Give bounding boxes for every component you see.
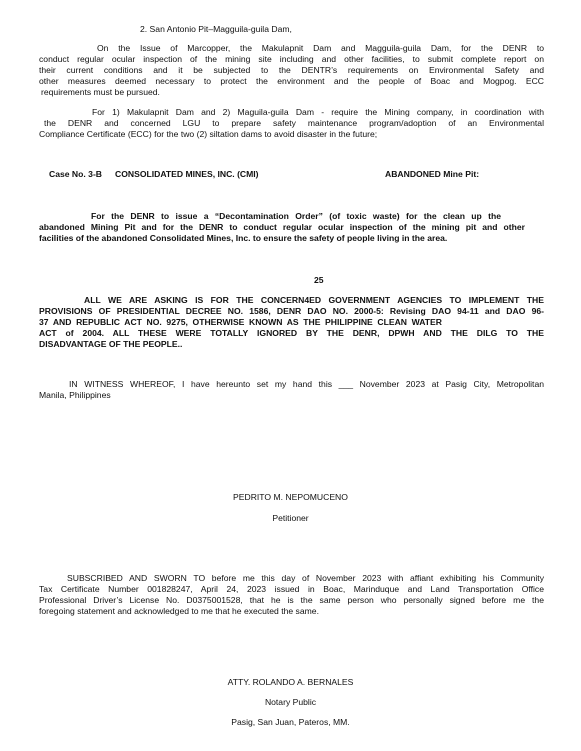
paragraph-line: PROVISIONS OF PRESIDENTIAL DECREE NO. 1586, DENR DAO NO. 2000-5: Revising DAO 94-11 and DAO 96- — [39, 306, 544, 316]
paragraph-line: Professional Driver’s License No. D0375001528, that he is the same person who personally signed before me the — [39, 595, 544, 605]
paragraph-line: conduct regular ocular inspection of the mining site including and other facilities, to submit complete report on — [39, 54, 544, 64]
paragraph-line: 37 AND REPUBLIC ACT NO. 9275, OTHERWISE KNOWN AS THE PHILIPPINE CLEAN WATER — [39, 317, 442, 327]
paragraph-line: requirements must be pursued. — [41, 87, 160, 97]
item-2-heading: 2. San Antonio Pit–Magguila-guila Dam, — [140, 24, 292, 34]
paragraph-line: foregoing statement and acknowledged to me that he executed the same. — [39, 606, 319, 616]
paragraph-line: the DENR and concerned LGU to prepare safety maintenance program/adoption of an Environmental — [44, 118, 544, 128]
case-number: Case No. 3-B — [49, 169, 103, 179]
notary-name: ATTY. ROLANDO A. BERNALES — [227, 677, 354, 687]
paragraph-line: DISADVANTAGE OF THE PEOPLE.. — [39, 339, 183, 349]
paragraph-line: ALL WE ARE ASKING IS FOR THE CONCERN4ED GOVERNMENT AGENCIES TO IMPLEMENT THE — [84, 295, 544, 305]
paragraph-line: abandoned Mining Pit and for the DENR to conduct regular ocular inspection of the mining pit and other — [39, 222, 525, 232]
paragraph-line: facilities of the abandoned Consolidated Mines, Inc. to ensure the safety of people living in the area. — [39, 233, 448, 243]
paragraph-line: Compliance Certificate (ECC) for the two (2) siltation dams to avoid disaster in the future; — [39, 129, 378, 139]
paragraph-line: ACT of 2004. ALL THESE WERE TOTALLY IGNORED BY THE DENR, DPWH AND THE DILG TO THE — [39, 328, 544, 338]
paragraph-line: their current conditions and it be subjected to the DENTR’s requirements on Environmental Safety and — [39, 65, 544, 75]
petitioner-name: PEDRITO M. NEPOMUCENO — [233, 492, 348, 502]
paragraph-line: SUBSCRIBED AND SWORN TO before me this day of November 2023 with affiant exhibiting his Community — [67, 573, 544, 583]
paragraph-line: other measures deemed necessary to protect the environment and the people of Boac and Mogpog. ECC — [39, 76, 544, 86]
notary-title: Notary Public — [264, 697, 317, 707]
case-company: CONSOLIDATED MINES, INC. (CMI) — [115, 169, 259, 179]
paragraph-line: Manila, Philippines — [39, 390, 111, 400]
case-status: ABANDONED Mine Pit: — [385, 169, 480, 179]
notary-address: Pasig, San Juan, Pateros, MM. — [231, 717, 350, 727]
paragraph-line: On the Issue of Marcopper, the Makulapnit Dam and Magguila-guila Dam, for the DENR to — [97, 43, 544, 53]
paragraph-line: Tax Certificate Number 001828247, April 24, 2023 issued in Boac, Marinduque and Land Transportation Office — [39, 584, 544, 594]
paragraph-line: For the DENR to issue a “Decontamination Order” (of toxic waste) for the clean up the — [91, 211, 501, 221]
petitioner-title: Petitioner — [272, 513, 309, 523]
page-number: 25 — [314, 275, 324, 285]
paragraph-line: IN WITNESS WHEREOF, I have hereunto set my hand this ___ November 2023 at Pasig City, Metropolitan — [69, 379, 544, 389]
paragraph-line: For 1) Makulapnit Dam and 2) Maguila-guila Dam - require the Mining company, in coordination with — [92, 107, 544, 117]
